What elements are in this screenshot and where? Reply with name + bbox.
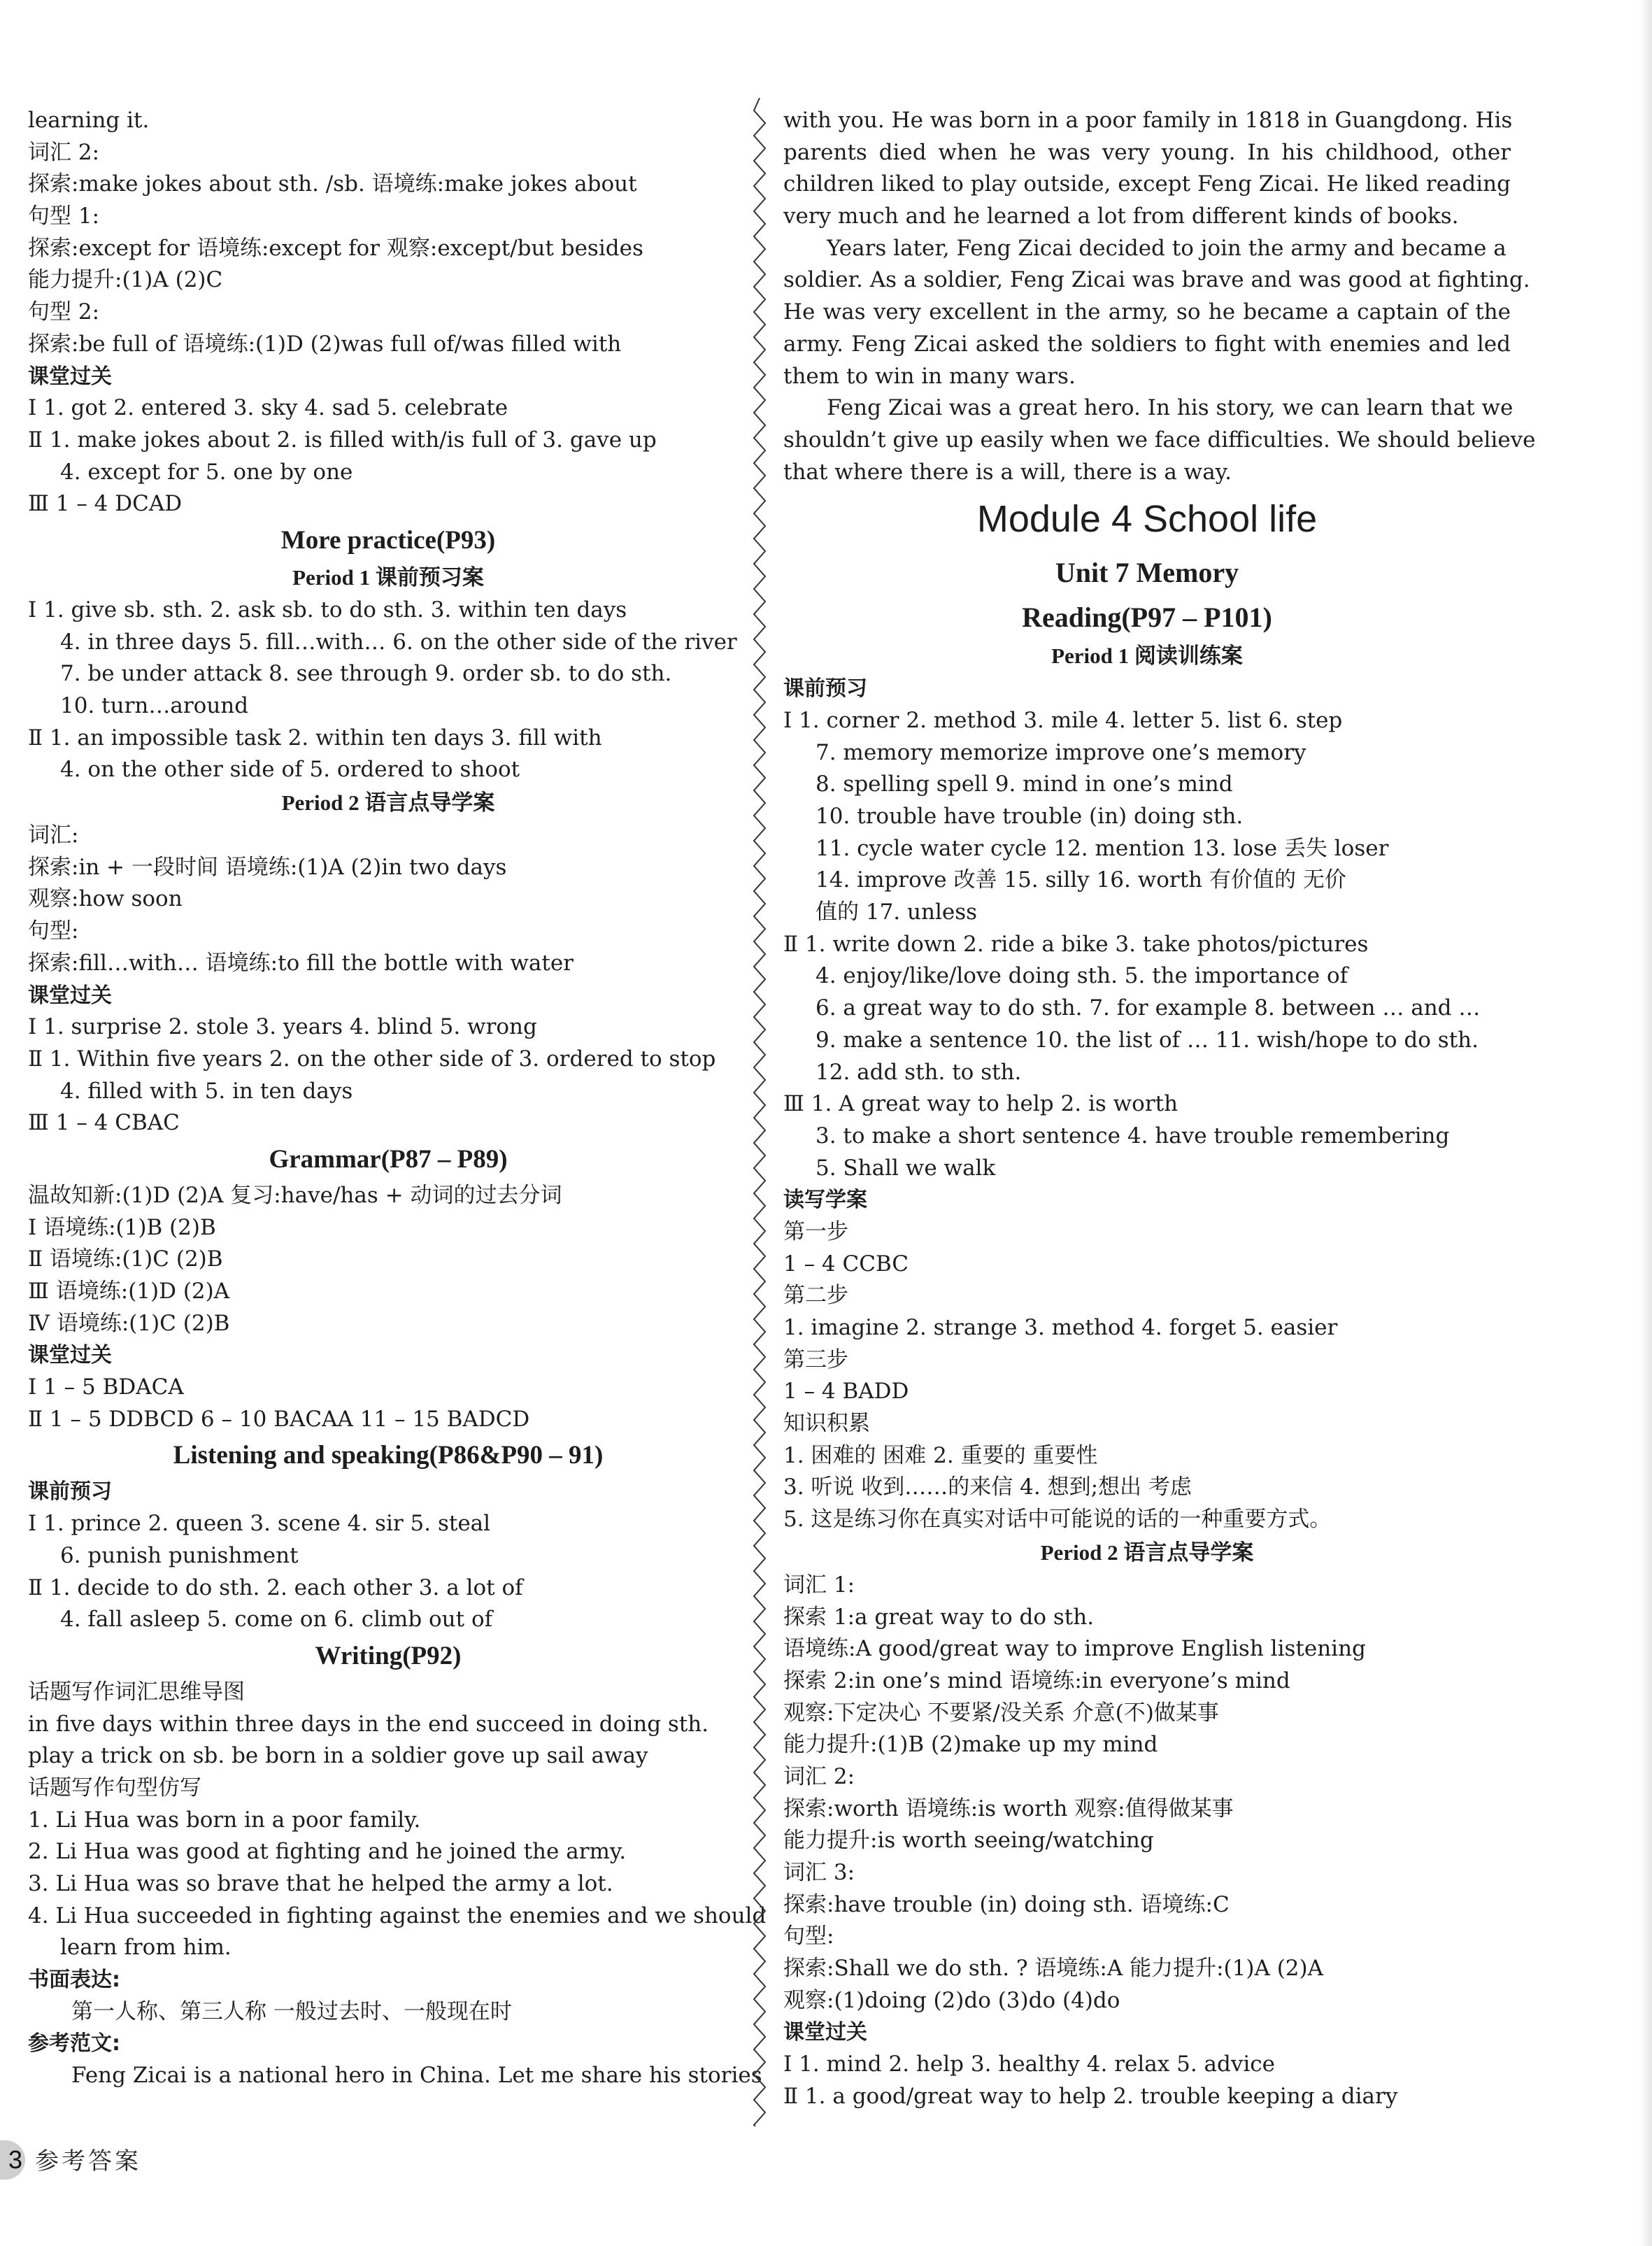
page-edge-shadow [1639, 0, 1652, 2246]
unit-title: Unit 7 Memory [1055, 557, 1239, 589]
paragraph-line: Feng Zicai was a great hero. In his story, we can learn that we [827, 395, 1514, 421]
text-line: He was very excellent in the army, so he became a captain of the [783, 299, 1511, 325]
right-column [783, 105, 1536, 2113]
text-line: Ⅱ 1. write down 2. ride a bike 3. take photos/pictures [783, 931, 1369, 957]
text-line: Ⅰ 1. surprise 2. stole 3. years 4. blind 5. wrong [28, 1014, 537, 1040]
text-line: children liked to play outside, except Feng Zicai. He liked reading [783, 171, 1511, 197]
text-line: 探索:worth 语境练:is worth 观察:值得做某事 [783, 1796, 1234, 1821]
paragraph-line: Feng Zicai is a national hero in China. Let me share his stories [71, 2063, 762, 2089]
text-line: 第二步 [783, 1283, 848, 1309]
text-line: 探索:fill…with… 语境练:to fill the bottle with water [28, 950, 574, 976]
section-label: 参考范文: [28, 2031, 120, 2056]
text-line: learning it. [28, 108, 150, 133]
text-line: 5. 这是练习你在真实对话中可能说的话的一种重要方式。 [783, 1507, 1332, 1533]
text-line: 语境练:A good/great way to improve English listening [783, 1636, 1366, 1662]
section-label: 课堂过关 [28, 1343, 112, 1368]
text-line: Ⅲ 1 – 4 DCAD [28, 491, 183, 517]
text-line: 3. Li Hua was so brave that he helped the army a lot. [28, 1871, 613, 1896]
text-line: 1. Li Hua was born in a poor family. [28, 1807, 421, 1833]
indented-line: 4. in three days 5. fill…with… 6. on the other side of the river [60, 629, 737, 655]
text-line: Ⅱ 1. make jokes about 2. is filled with/is full of 3. gave up [28, 427, 657, 453]
text-line: 探索:Shall we do sth. ? 语境练:A 能力提升:(1)A (2)A [783, 1956, 1324, 1982]
text-line: Ⅰ 1. give sb. sth. 2. ask sb. to do sth. 3. within ten days [28, 597, 627, 623]
text-line: Ⅱ 1 – 5 DDBCD 6 – 10 BACAA 11 – 15 BADCD [28, 1406, 530, 1432]
text-line: 1 – 4 BADD [783, 1379, 909, 1405]
text-line: 探索:in + 一段时间 语境练:(1)A (2)in two days [28, 854, 507, 880]
indented-line: 8. spelling spell 9. mind in one’s mind [816, 772, 1233, 797]
text-line: 词汇 2: [783, 1763, 855, 1789]
text-line: 句型 2: [28, 299, 100, 325]
indented-line: 3. to make a short sentence 4. have trouble remembering [816, 1123, 1450, 1149]
column-divider [752, 98, 767, 2126]
section-heading: More practice(P93) [280, 525, 496, 555]
section-label: 课堂过关 [783, 2020, 867, 2045]
text-line: Ⅱ 语境练:(1)C (2)B [28, 1246, 223, 1272]
text-line: army. Feng Zicai asked the soldiers to fight with enemies and led [783, 331, 1511, 357]
indented-line: 12. add sth. to sth. [816, 1059, 1022, 1085]
text-line: Ⅰ 1 – 5 BDACA [28, 1374, 184, 1400]
text-line: Ⅰ 1. corner 2. method 3. mile 4. letter 5. list 6. step [783, 707, 1343, 733]
indented-line: 4. on the other side of 5. ordered to shoot [60, 757, 520, 783]
indented-line: 10. turn…around [60, 693, 249, 718]
text-line: 句型: [28, 918, 79, 944]
section-label: 课前预习 [783, 676, 867, 702]
paragraph-line: 第一人称、第三人称 一般过去时、一般现在时 [71, 1998, 512, 2024]
text-line: 探索:have trouble (in) doing sth. 语境练:C [783, 1891, 1230, 1917]
text-line: Ⅳ 语境练:(1)C (2)B [28, 1310, 230, 1336]
section-heading: Listening and speaking(P86&P90 – 91) [173, 1441, 604, 1470]
text-line: 观察:how soon [28, 886, 183, 912]
page-number-badge: 3 [0, 2140, 25, 2180]
indented-line: 11. cycle water cycle 12. mention 13. lose 丢失 loser [816, 835, 1389, 861]
indented-line: 10. trouble have trouble (in) doing sth. [816, 804, 1244, 829]
text-line: 观察:(1)doing (2)do (3)do (4)do [783, 1987, 1120, 2013]
paragraph-line: Years later, Feng Zicai decided to join the army and became a [827, 235, 1507, 261]
text-line: 能力提升:(1)A (2)C [28, 267, 223, 293]
text-line: parents died when he was very young. In his childhood, other [783, 139, 1511, 165]
indented-line: learn from him. [60, 1935, 232, 1961]
text-line: 句型: [783, 1924, 834, 1949]
text-line: play a trick on sb. be born in a soldier gove up sail away [28, 1743, 648, 1769]
period-heading: Period 1 课前预习案 [292, 564, 484, 590]
text-line: 第一步 [783, 1218, 848, 1244]
section-label: 课堂过关 [28, 983, 112, 1008]
indented-line: 值的 17. unless [816, 900, 978, 925]
indented-line: 4. fall asleep 5. come on 6. climb out of [60, 1607, 493, 1633]
indented-line: 5. Shall we walk [816, 1155, 996, 1181]
reading-heading: Reading(P97 – P101) [1022, 602, 1272, 634]
indented-line: 6. punish punishment [60, 1542, 299, 1568]
indented-line: 7. memory memorize improve one’s memory [816, 739, 1306, 765]
period-heading: Period 2 语言点导学案 [1040, 1540, 1254, 1565]
text-line: 2. Li Hua was good at fighting and he joined the army. [28, 1839, 627, 1865]
indented-line: 4. enjoy/like/love doing sth. 5. the importance of [816, 963, 1348, 989]
text-line: 词汇 2: [28, 139, 100, 165]
indented-line: 4. filled with 5. in ten days [60, 1078, 353, 1104]
text-line: Ⅰ 语境练:(1)B (2)B [28, 1214, 216, 1240]
text-line: in five days within three days in the end succeed in doing sth. [28, 1711, 709, 1737]
period-heading: Period 2 语言点导学案 [281, 790, 495, 816]
indented-line: 4. except for 5. one by one [60, 459, 353, 485]
text-line: 能力提升:(1)B (2)make up my mind [783, 1732, 1158, 1758]
text-line: 1 – 4 CCBC [783, 1251, 909, 1277]
text-line: that where there is a will, there is a way. [783, 459, 1232, 485]
indented-line: 9. make a sentence 10. the list of … 11. wish/hope to do sth. [816, 1027, 1479, 1053]
text-line: very much and he learned a lot from different kinds of books. [783, 204, 1459, 229]
text-line: Ⅰ 1. got 2. entered 3. sky 4. sad 5. celebrate [28, 395, 508, 421]
section-label: 书面表达: [28, 1968, 120, 1993]
period-heading: Period 1 阅读训练案 [1051, 644, 1243, 669]
section-heading: Grammar(P87 – P89) [269, 1144, 508, 1174]
text-line: them to win in many wars. [783, 363, 1076, 389]
section-label: 读写学案 [783, 1188, 867, 1213]
text-line: 话题写作词汇思维导图 [28, 1679, 245, 1705]
text-line: 知识积累 [783, 1411, 870, 1437]
left-column [28, 105, 767, 2092]
text-line: with you. He was born in a poor family in 1818 in Guangdong. His [783, 108, 1513, 133]
text-line: Ⅰ 1. mind 2. help 3. healthy 4. relax 5. advice [783, 2052, 1276, 2077]
text-line: 探索:make jokes about sth. /sb. 语境练:make jokes about [28, 171, 637, 197]
module-title: Module 4 School life [976, 498, 1318, 541]
text-line: 话题写作句型仿写 [28, 1775, 201, 1800]
text-line: 3. 听说 收到……的来信 4. 想到;想出 考虑 [783, 1474, 1192, 1500]
text-line: 观察:下定决心 不要紧/没关系 介意(不)做某事 [783, 1700, 1219, 1726]
text-line: 第三步 [783, 1346, 848, 1372]
text-line: Ⅱ 1. a good/great way to help 2. trouble keeping a diary [783, 2083, 1398, 2109]
text-line: 探索:be full of 语境练:(1)D (2)was full of/was filled with [28, 331, 622, 357]
footer-label: 参考答案 [35, 2147, 141, 2175]
text-line: 探索 2:in one’s mind 语境练:in everyone’s mind [783, 1668, 1290, 1693]
text-line: Ⅱ 1. decide to do sth. 2. each other 3. a lot of [28, 1575, 523, 1600]
text-line: 词汇: [28, 823, 79, 848]
text-line: 词汇 3: [783, 1860, 855, 1885]
section-label: 课前预习 [28, 1479, 112, 1505]
text-line: soldier. As a soldier, Feng Zicai was brave and was good at fighting. [783, 267, 1530, 293]
text-line: 能力提升:is worth seeing/watching [783, 1828, 1154, 1854]
text-line: 探索 1:a great way to do sth. [783, 1604, 1095, 1630]
section-heading: Writing(P92) [315, 1641, 462, 1670]
text-line: Ⅰ 1. prince 2. queen 3. scene 4. sir 5. steal [28, 1511, 491, 1537]
text-line: Ⅱ 1. an impossible task 2. within ten days 3. fill with [28, 725, 602, 751]
text-line: Ⅲ 1. A great way to help 2. is worth [783, 1091, 1179, 1117]
text-line: 1. imagine 2. strange 3. method 4. forget 5. easier [783, 1315, 1338, 1340]
text-line: 句型 1: [28, 204, 100, 229]
text-line: Ⅲ 1 – 4 CBAC [28, 1110, 180, 1136]
text-line: shouldn’t give up easily when we face difficulties. We should believe [783, 427, 1536, 453]
text-line: Ⅲ 语境练:(1)D (2)A [28, 1279, 230, 1304]
indented-line: 6. a great way to do sth. 7. for example 8. between … and … [816, 995, 1481, 1021]
text-line: 探索:except for 语境练:except for 观察:except/but besides [28, 235, 643, 261]
text-line: 词汇 1: [783, 1572, 855, 1598]
section-label: 课堂过关 [28, 364, 112, 389]
text-line: 4. Li Hua succeeded in fighting against the enemies and we should [28, 1903, 767, 1928]
text-line: 温故知新:(1)D (2)A 复习:have/has + 动词的过去分词 [28, 1182, 562, 1208]
text-line: Ⅱ 1. Within five years 2. on the other side of 3. ordered to stop [28, 1046, 716, 1072]
text-line: 1. 困难的 困难 2. 重要的 重要性 [783, 1442, 1098, 1468]
indented-line: 14. improve 改善 15. silly 16. worth 有价值的 无价 [816, 867, 1346, 893]
indented-line: 7. be under attack 8. see through 9. order sb. to do sth. [60, 661, 672, 687]
